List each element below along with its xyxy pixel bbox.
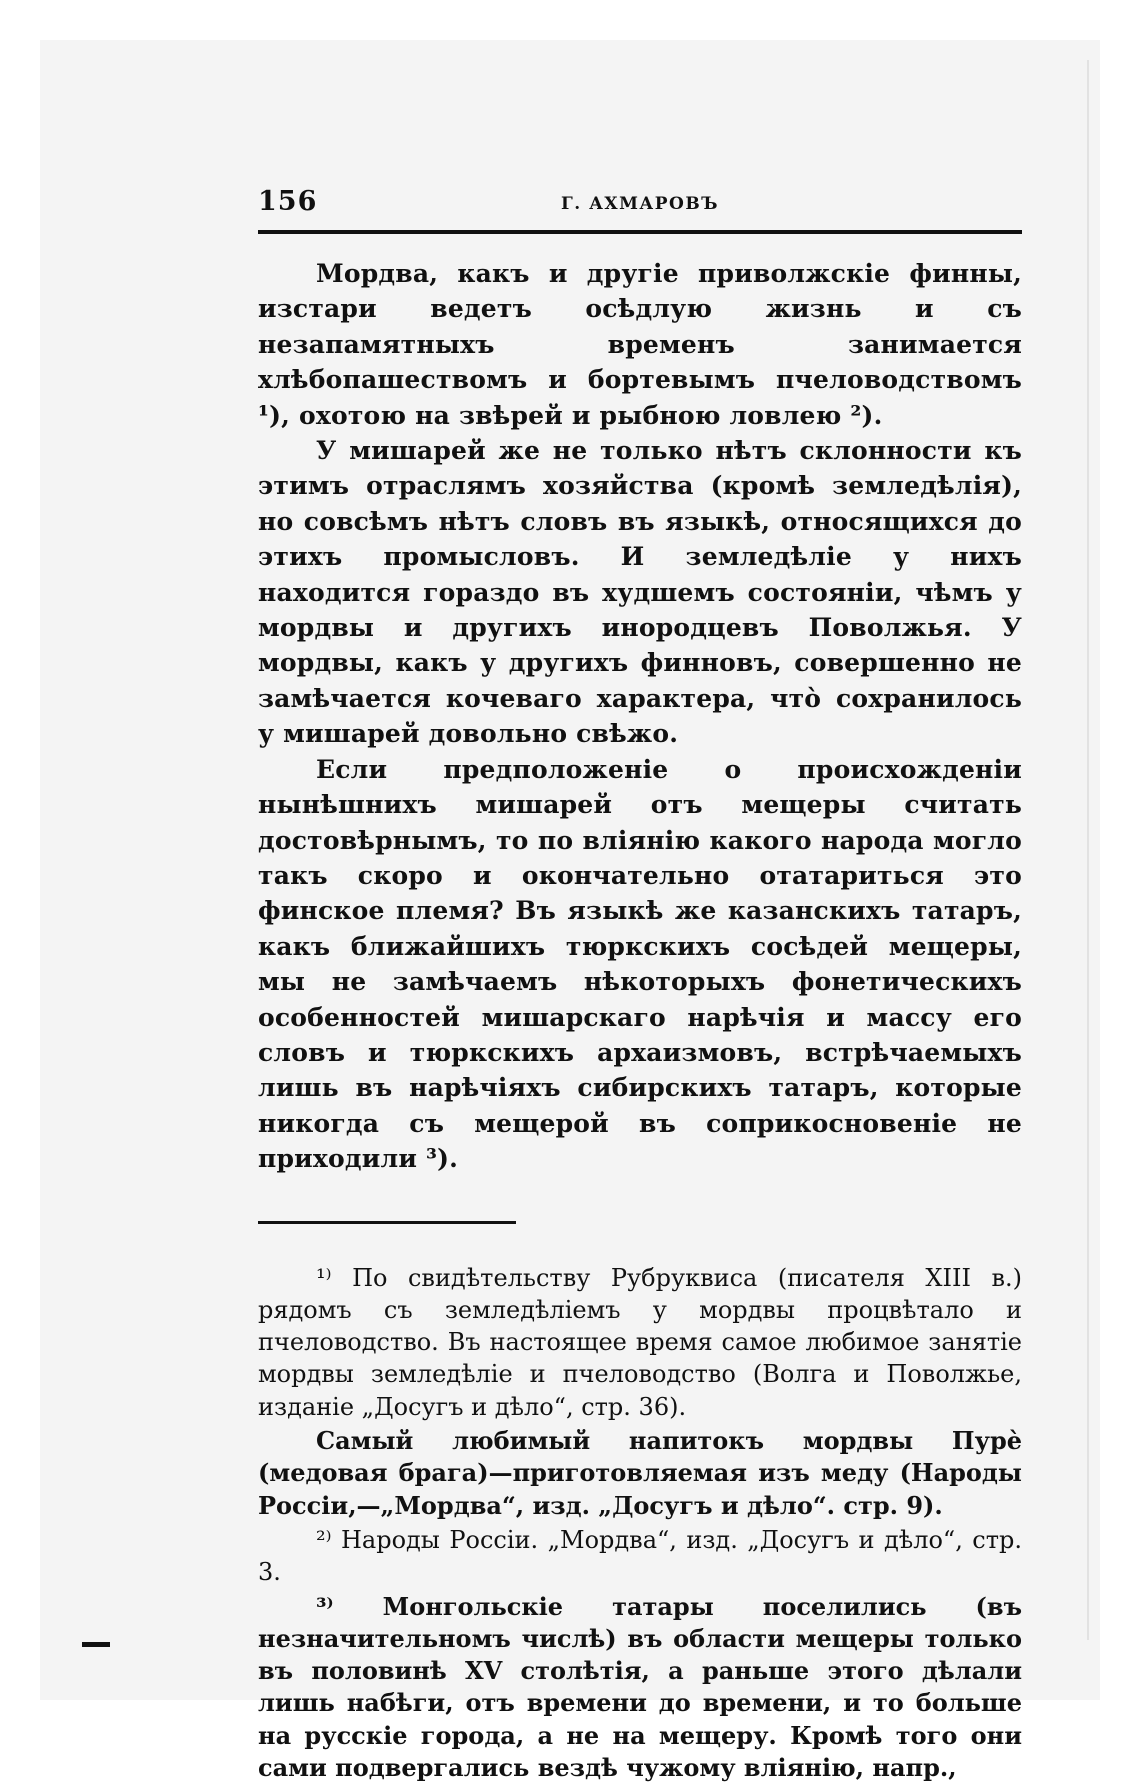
footnote (258, 1425, 1022, 1522)
footnote-marker: ²⁾ (316, 1525, 332, 1554)
footnote-marker: ³⁾ (316, 1591, 334, 1621)
footnote (258, 1591, 1022, 1785)
footnote-marker: ¹⁾ (316, 1263, 332, 1292)
main-text (258, 256, 1022, 1177)
footnote (258, 1262, 1022, 1423)
book-page (258, 186, 1022, 1786)
page-number: 156 (258, 186, 318, 217)
footnote-text: Самый любимый напитокъ мордвы Пурѐ (медовая брага)—приготовляемая изъ меду (Народы Россіи,—„Мордва“, изд. „Досугъ и дѣло“. стр. 9). (258, 1426, 1022, 1520)
footnote-separator (258, 1221, 516, 1224)
footnote (258, 1524, 1022, 1589)
paragraph: У мишарей же не только нѣтъ склонности къ этимъ отраслямъ хозяйства (кромѣ земледѣлія), но совсѣмъ нѣтъ словъ въ языкѣ, относящихся до этихъ промысловъ. И земледѣліе у нихъ находится гораздо въ худшемъ состояніи, чѣмъ у мордвы и другихъ инородцевъ Поволжья. У мордвы, какъ у другихъ финновъ, совершенно не замѣчается кочеваго характера, что̀ сохранилось у мишарей довольно свѣжо. (258, 436, 1022, 749)
header-rule (258, 230, 1022, 234)
footnote-text: По свидѣтельству Рубруквиса (писателя XIII в.) рядомъ съ земледѣліемъ у мордвы процвѣтало и пчеловодство. Въ настоящее время самое любимое занятіе мордвы земледѣліе и пчеловодство (Волга и Поволжье, изданіе „Досугъ и дѣло“, стр. 36). (258, 1263, 1022, 1421)
footnotes (258, 1262, 1022, 1785)
footnote-text: Монгольскіе татары поселились (въ незначительномъ числѣ) въ области мещеры только въ половинѣ XV столѣтія, а раньше этого дѣлали лишь набѣги, отъ времени до времени, и то больше на русскіе города, а не на мещеру. Кромѣ того они сами подвергались вездѣ чужому вліянію, напр., (258, 1591, 1022, 1783)
page-edge-line (1087, 60, 1089, 1640)
paragraph: Мордва, какъ и другіе приволжскіе финны, изстари ведетъ осѣдлую жизнь и съ незапамятныхъ временъ занимается хлѣбопашествомъ и бортевымъ пчеловодствомъ ¹), охотою на звѣрей и рыбною ловлею ²). (258, 259, 1022, 430)
paragraph: Если предположеніе о происхожденіи нынѣшнихъ мишарей отъ мещеры считать достовѣрнымъ, то по вліянію какого народа могло такъ скоро и окончательно отатариться это финское племя? Въ языкѣ же казанскихъ татаръ, какъ ближайшихъ тюркскихъ сосѣдей мещеры, мы не замѣчаемъ нѣкоторыхъ фонетическихъ особенностей мишарскаго нарѣчія и массу его словъ и тюркскихъ архаизмовъ, встрѣчаемыхъ лишь въ нарѣчіяхъ сибирскихъ татаръ, которые никогда съ мещерой въ соприкосновеніе не приходили ³). (258, 754, 1022, 1174)
running-head: Г. АХМАРОВЪ (561, 194, 719, 214)
margin-mark (82, 1642, 110, 1647)
page-header (258, 186, 1022, 226)
footnote-text: Народы Россіи. „Мордва“, изд. „Досугъ и дѣло“, стр. 3. (258, 1525, 1022, 1587)
